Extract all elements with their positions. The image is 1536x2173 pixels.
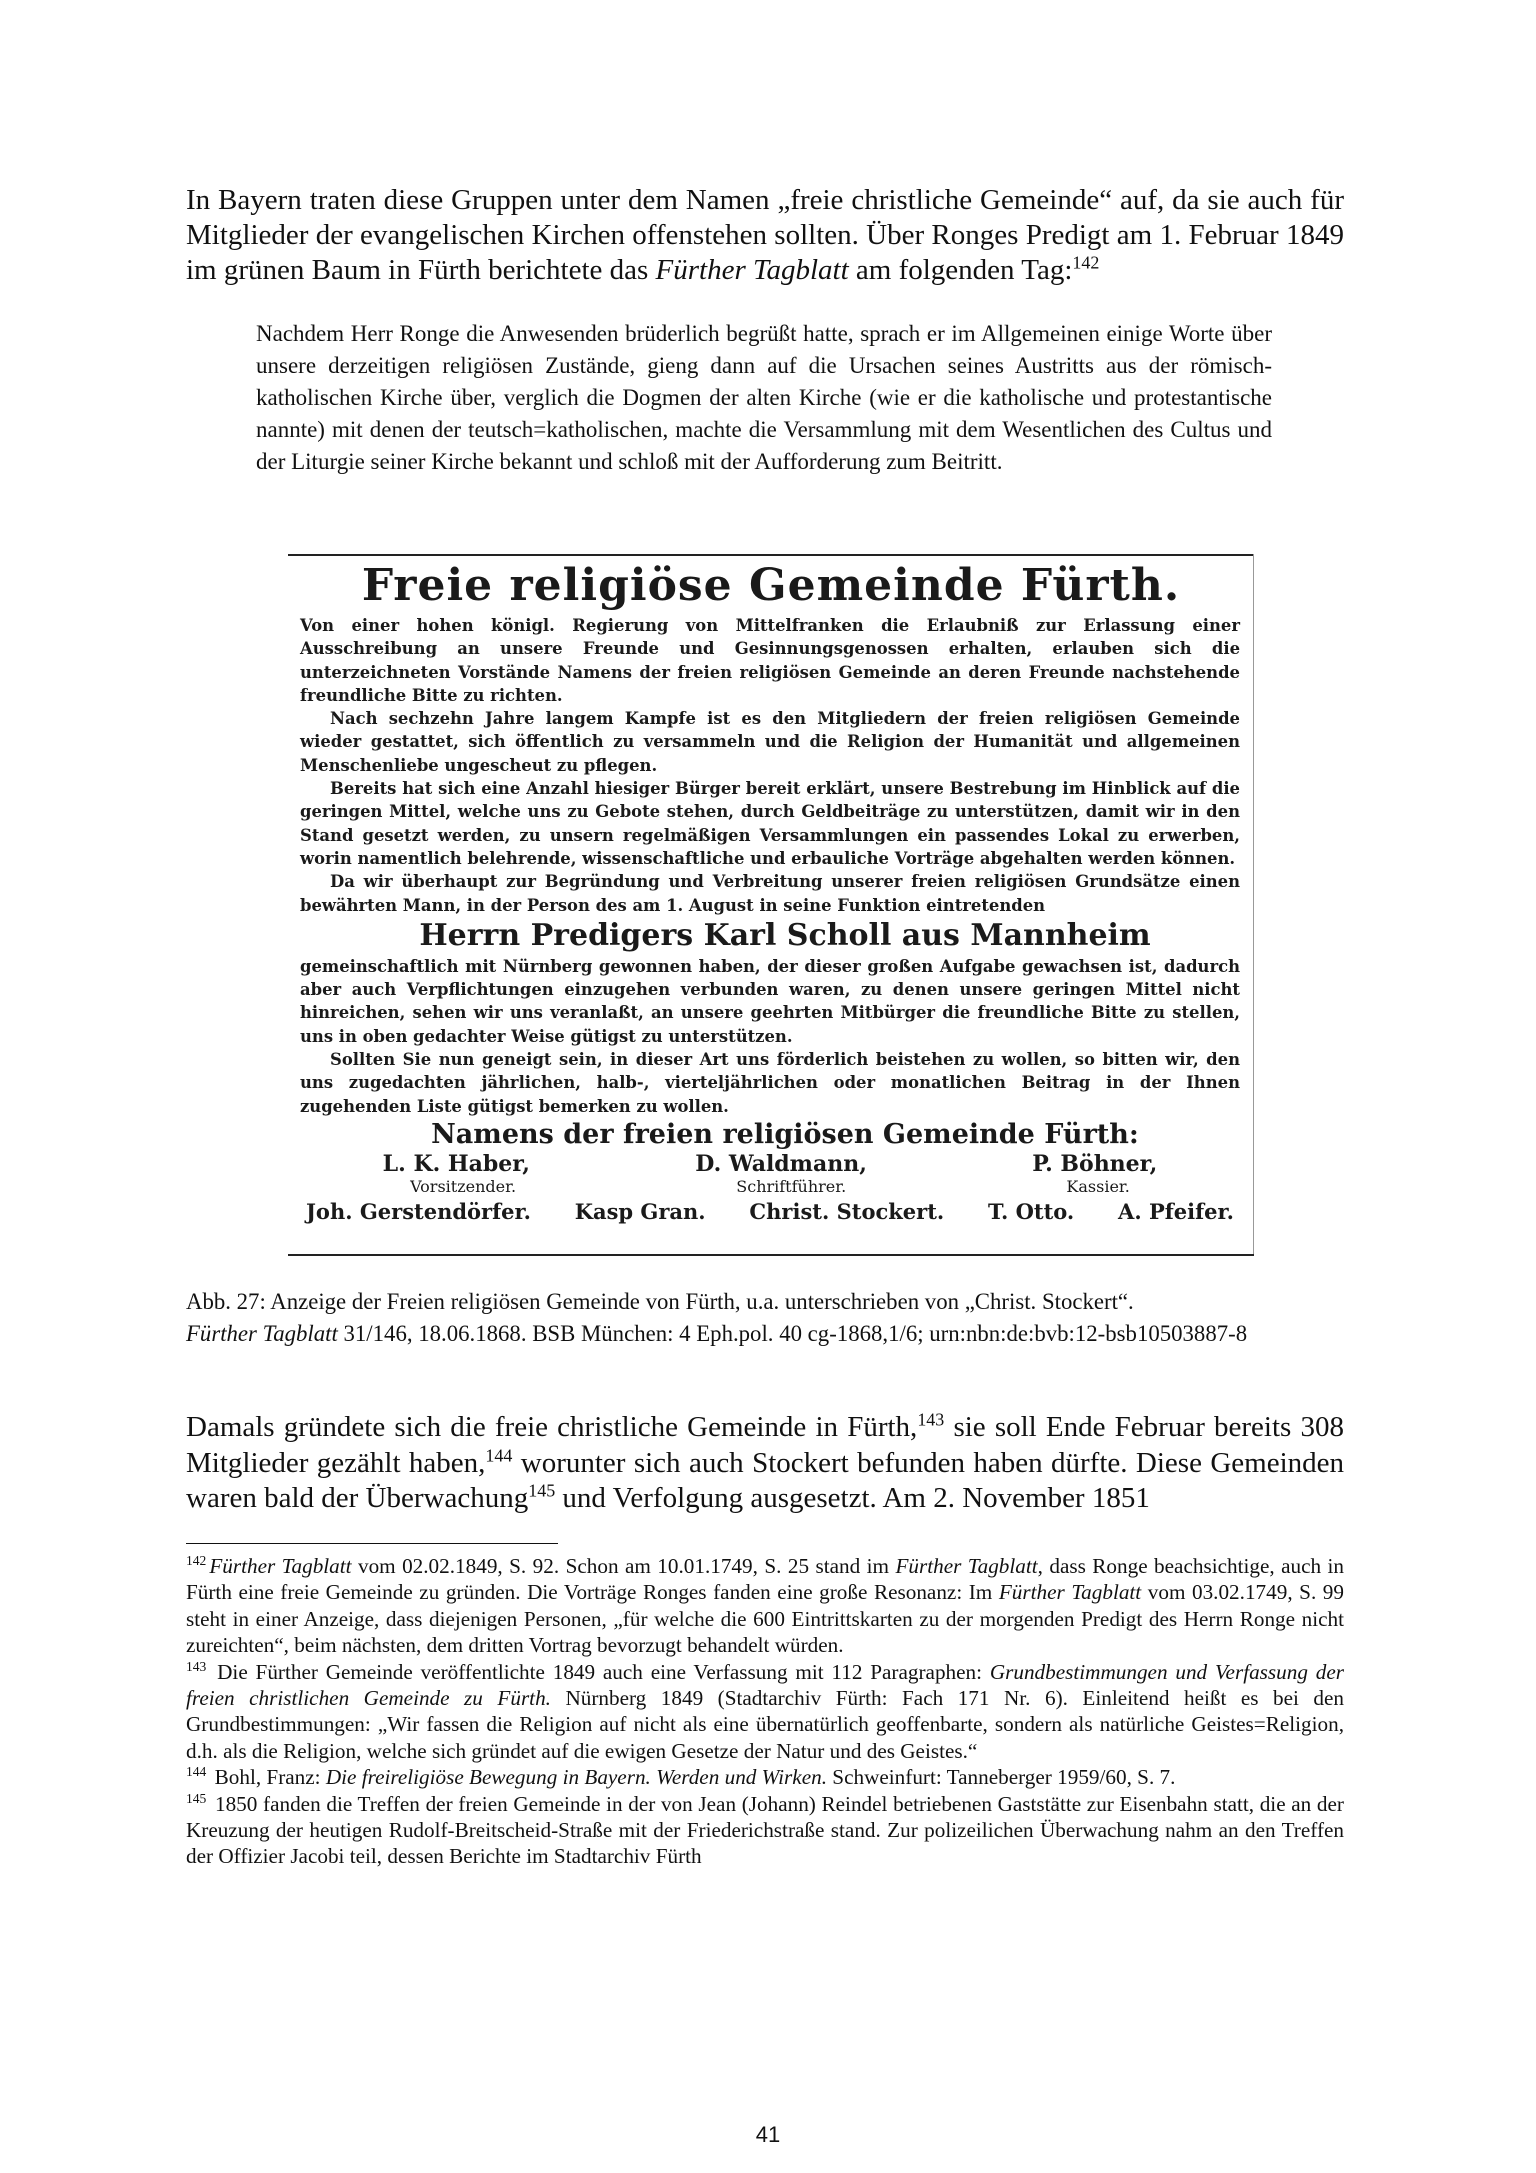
ad-role: Kassier.: [1066, 1176, 1130, 1196]
page-number: 41: [755, 2122, 781, 2147]
para2-text-2: sie soll Ende Februar bereits 308 Mitglieder gezählt haben,: [186, 1411, 1344, 1479]
ad-role: Vorsitzender.: [410, 1176, 517, 1196]
footnote-144: [186, 1764, 1344, 1790]
footnote-number: 145: [186, 1790, 207, 1806]
footnote-separator: [186, 1543, 558, 1544]
footnote-italic: Die freireligiöse Bewegung in Bayern. Werden und Wirken.: [325, 1765, 827, 1790]
ad-member: Joh. Gerstendörfer.: [306, 1198, 531, 1224]
footnote-text: Schweinfurt: Tanneberger 1959/60, S. 7.: [827, 1765, 1176, 1790]
footnote-text: , dass Ronge beachsichtige, auch in Fürth eine freie Gemeinde zu gründen. Die Vorträge Ronges fanden eine große Resonanz: Im: [186, 1554, 1344, 1605]
ad-bottom-rule: [288, 1254, 1254, 1256]
footnote-143: [186, 1659, 1344, 1765]
footnote-italic: Fürther Tagblatt: [998, 1580, 1142, 1605]
footnote-text: Bohl, Franz:: [209, 1765, 326, 1790]
ad-right-border: [1253, 554, 1254, 1256]
ad-member: Kasp Gran.: [574, 1198, 706, 1224]
ad-member: Christ. Stockert.: [749, 1198, 945, 1224]
footnote-italic: Fürther Tagblatt: [209, 1554, 352, 1578]
footnote-number: 144: [186, 1764, 207, 1780]
para2-text-3: worunter sich auch Stockert befunden haben dürfte. Diese Gemeinden waren bald der Überwachung: [186, 1446, 1345, 1514]
para2-text-4: und Verfolgung ausgesetzt. Am 2. November 1851: [555, 1482, 1150, 1514]
ad-member: T. Otto.: [988, 1198, 1075, 1224]
ad-paragraph-3: Bereits hat sich eine Anzahl hiesiger Bürger bereit erklärt, unsere Bestrebung im Hinblick auf die geringen Mittel, welche uns zu Gebote stehen, durch Geldbeiträge zu unterstützen, damit wir in den Stand gesetzt werden, zu unsern regelmäßigen Versammlungen ein passendes Lokal zu erwerben, worin namentlich belehrende, wissenschaftliche und erbauliche Vorträge abgehalten werden können.: [300, 779, 1240, 868]
footnote-ref-143[interactable]: 143: [917, 1409, 945, 1430]
intro-source: Fürther Tagblatt: [655, 254, 849, 286]
footnote-text: vom 02.02.1849, S. 92. Schon am 10.01.1749, S. 25 stand im: [351, 1554, 896, 1578]
footnote-text: 1850 fanden die Treffen der freien Gemeinde in der von Jean (Johann) Reindel betriebenen Gaststätte zur Eisenbahn statt, die an der Kreuzung der heutigen Rudolf-Breitscheid-Straße mit der Friederichstraße stand. Zur polizeilichen Überwachung nahm an den Treffen der Offizier Jacobi teil, dessen Berichte im Stadtarchiv Fürth: [186, 1791, 1344, 1869]
figure-caption: [186, 1286, 1344, 1350]
ad-paragraph-4: Da wir überhaupt zur Begründung und Verbreitung unserer freien religiösen Grundsätze einen bewährten Mann, in der Person des am 1. August in seine Funktion eintretenden: [300, 872, 1240, 915]
ad-paragraph-6: Sollten Sie nun geneigt sein, in dieser Art uns förderlich beistehen zu wollen, so bitten wir, den uns zugedachten jährlichen, halb-, vierteljährlichen oder monatlichen Beitrag in der Ihnen zugehenden Liste gütigst bemerken zu wollen.: [300, 1050, 1240, 1116]
ad-signer: L. K. Haber,: [382, 1150, 530, 1177]
ad-role: Schriftführer.: [736, 1176, 847, 1196]
newspaper-advertisement-figure: [288, 548, 1254, 1261]
footnote-number: 142: [186, 1552, 207, 1568]
intro-paragraph: [186, 183, 1344, 288]
ad-top-rule: [288, 554, 1254, 556]
footnote-italic: Fürther Tagblatt: [895, 1554, 1038, 1578]
ad-paragraph-1: Von einer hohen königl. Regierung von Mittelfranken die Erlaubniß zur Erlassung einer Ausschreibung an unsere Freunde und Gesinnungsgenossen erhalten, erlauben sich die unterzeichneten Vorstände Namens der freien religiösen Gemeinde an deren Freunde nachstehende freundliche Bitte zu richten.: [300, 616, 1240, 705]
ad-paragraph-2: Nach sechzehn Jahre langem Kampfe ist es den Mitgliedern der freien religiösen Gemeinde wieder gestattet, sich öffentlich zu versammeln und die Religion der Humanität und allgemeinen Menschenliebe ungescheut zu pflegen.: [300, 709, 1240, 775]
footnote-ref-142[interactable]: 142: [1072, 252, 1100, 273]
block-quote: Nachdem Herr Ronge die Anwesenden brüderlich begrüßt hatte, sprach er im Allgemeinen einige Worte über unsere derzeitigen religiösen Zustände, gieng dann auf die Ursachen seines Austritts aus der römisch-katholischen Kirche über, verglich die Dogmen der alten Kirche (wie er die katholische und protestantische nannte) mit denen der teutsch=katholischen, machte die Versammlung mit dem Wesentlichen des Cultus und der Liturgie seiner Kirche bekannt und schloß mit der Aufforderung zum Beitritt.: [256, 321, 1272, 474]
intro-text-b: am folgenden Tag:: [848, 254, 1073, 286]
footnote-145: [186, 1791, 1344, 1870]
intro-text-a: In Bayern traten diese Gruppen unter dem Namen „freie christliche Gemeinde“ auf, da sie auch für Mitglieder der evangelischen Kirchen offenstehen sollten. Über Ronges Predigt am 1. Februar 1849 im grünen Baum in Fürth berichtete das: [186, 184, 1344, 286]
caption-line-1: Abb. 27: Anzeige der Freien religiösen Gemeinde von Fürth, u.a. unterschrieben von „Christ. Stockert“.: [186, 1289, 1134, 1314]
ad-title: Freie religiöse Gemeinde Fürth.: [361, 560, 1181, 611]
ad-paragraph-5: gemeinschaftlich mit Nürnberg gewonnen haben, der dieser großen Aufgabe gewachsen ist, dadurch aber auch Verpflichtungen einzugehen verbunden waren, zu denen unsere geringen Mittel nicht hinreichen, sehen wir uns veranlaßt, an unsere geehrten Mitbürger die freundliche Bitte zu stellen, uns in oben gedachter Weise gütigst zu unterstützen.: [300, 956, 1240, 1046]
caption-source: Fürther Tagblatt: [186, 1321, 338, 1346]
footnote-number: 143: [186, 1658, 207, 1674]
caption-line-2: 31/146, 18.06.1868. BSB München: 4 Eph.pol. 40 cg-1868,1/6; urn:nbn:de:bvb:12-bsb10503887-8: [337, 1321, 1248, 1346]
ad-member: A. Pfeifer.: [1118, 1198, 1234, 1224]
footnote-text: Nürnberg 1849 (Stadtarchiv Fürth: Fach 171 Nr. 6). Einleitend heißt es bei den Grundbestimmungen: „Wir fassen die Religion auf nicht als eine übernatürlich geoffenbarte, sondern als natürliche Geistes=Religion, d.h. als die Religion, welche sich gründet auf die ewigen Gesetze der Natur und des Geistes.“: [186, 1686, 1344, 1763]
footnote-italic: Grundbestimmungen und Verfassung der freien christlichen Gemeinde zu Fürth.: [186, 1659, 1344, 1711]
ad-signature-title: Namens der freien religiösen Gemeinde Fürth:: [431, 1118, 1139, 1150]
footnote-ref-144[interactable]: 144: [485, 1444, 513, 1465]
footnote-142: [186, 1553, 1344, 1659]
ad-body: [300, 614, 1240, 1227]
footnote-text: Die Fürther Gemeinde veröffentlichte 1849 auch eine Verfassung mit 112 Paragraphen:: [209, 1659, 990, 1684]
ad-signers: [300, 1152, 1240, 1177]
footnote-text: vom 03.02.1749, S. 99 steht in einer Anzeige, dass diejenigen Personen, „für welche die 600 Eintrittskarten zu der morgenden Predigt des Herrn Ronge nicht zureichten“, beim nächsten, dem dritten Vortrag bevorzugt behandelt würden.: [186, 1580, 1344, 1658]
ad-signer: D. Waldmann,: [695, 1150, 867, 1177]
body-paragraph-2: [186, 1410, 1344, 1517]
footnote-ref-145[interactable]: 145: [528, 1480, 556, 1501]
ad-signer: P. Böhner,: [1032, 1150, 1158, 1177]
ad-roles: [300, 1177, 1240, 1197]
para2-text-1: Damals gründete sich die freie christliche Gemeinde in Fürth,: [186, 1411, 918, 1443]
ad-members: [300, 1197, 1240, 1227]
footnotes: [186, 1553, 1344, 1870]
ad-preacher-heading: Herrn Predigers Karl Scholl aus Mannheim: [419, 917, 1151, 953]
